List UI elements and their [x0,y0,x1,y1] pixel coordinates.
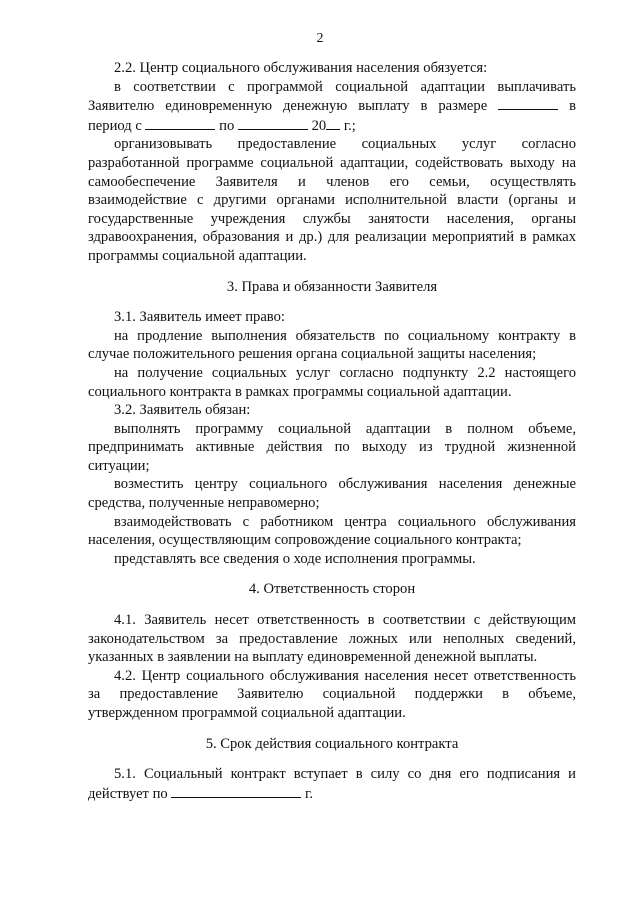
duty-3: взаимодействовать с работником центра социального обслуживания населения, осуществляющим сопровождение социального контракта; [88,513,576,549]
clause-5-1-line-1: 5.1. Социальный контракт вступает в силу со дня его подписания и [114,766,576,783]
clause-3-2: 3.2. Заявитель обязан: [114,402,251,419]
section-3-heading: 3. Права и обязанности Заявителя [226,278,438,295]
payment-line-1: в соответствии с программой социальной адаптации выплачивать [114,78,576,95]
right-1: на продление выполнения обязательств по социальному контракту в случае положительного решения органа социальной защиты населения; [88,327,576,363]
clause-5-1-line-2 [88,784,576,804]
year-prefix: 20 [311,117,327,134]
year-suffix: г.; [343,117,356,134]
clause-4-1: 4.1. Заявитель несет ответственность в соответствии с действующим законодательством за предоставление ложных или неполных сведений, указанных в заявлении на выплату единовременной денежной выплаты. [88,612,576,666]
period-from-blank[interactable] [145,116,215,130]
clause-4-2: 4.2. Центр социального обслуживания населения несет ответственность за предоставление Заявителю социальной поддержки в объеме, утвержденном программой социальной адаптации. [88,667,576,721]
clause-3-1: 3.1. Заявитель имеет право: [114,309,285,326]
duty-1: выполнять программу социальной адаптации в полном объеме, предпринимать активные действия по выходу из трудной жизненной ситуации; [88,420,576,474]
period-from-label: период с [88,117,142,134]
clause-2-2: 2.2. Центр социального обслуживания населения обязуется: [114,60,488,76]
payment-line-3 [88,116,576,136]
payment-line-2-text: Заявителю единовременную денежную выплату в размере [88,98,488,115]
duty-4: представлять все сведения о ходе исполнения программы. [114,550,476,567]
valid-until-blank[interactable] [171,784,301,798]
duty-2: возместить центру социального обслуживания населения денежные средства, полученные неправомерно; [88,476,576,512]
payment-line-2-suffix: в [569,98,576,115]
valid-until-label: действует по [88,785,168,802]
section-4-heading: 4. Ответственность сторон [248,581,416,598]
year-blank[interactable] [326,116,340,130]
valid-until-suffix: г. [305,785,313,802]
period-to-blank[interactable] [238,116,308,130]
document-body [88,59,576,803]
amount-blank[interactable] [498,96,558,110]
organize-paragraph: организовывать предоставление социальных услуг согласно разработанной программе социальной адаптации, содействовать выходу на самообеспечение Заявителя и членов его семьи, осуществлять взаимодействие с другими органами исполнительной власти (органы и государственные учреждения службы занятости населения, органы здравоохранения, образования и др.) для реализации мероприятий в рамках программы социальной адаптации. [88,136,576,264]
page-number: 2 [316,31,324,46]
section-5-heading: 5. Срок действия социального контракта [205,735,459,752]
period-to-label: по [219,117,235,134]
right-2: на получение социальных услуг согласно подпункту 2.2 настоящего социального контракта в рамках программы социальной адаптации. [88,364,576,400]
payment-line-2 [88,96,576,116]
